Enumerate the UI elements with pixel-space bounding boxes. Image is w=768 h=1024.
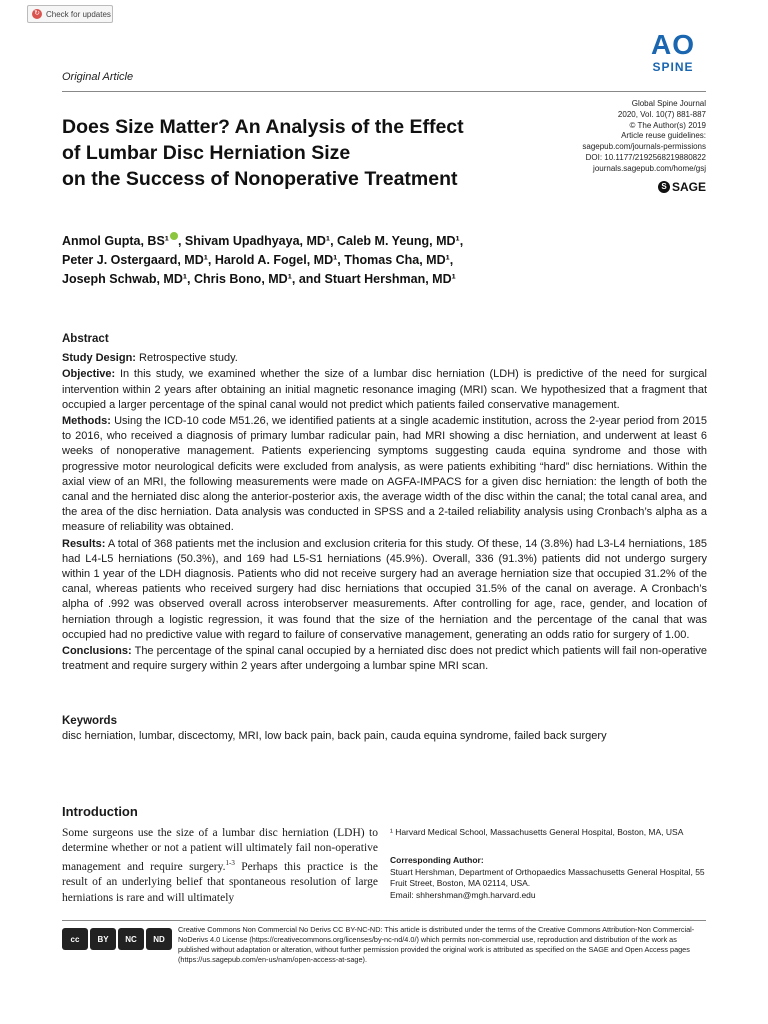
meta-journal: Global Spine Journal	[631, 99, 706, 108]
introduction-heading: Introduction	[62, 804, 138, 819]
title-line: on the Success of Nonoperative Treatment	[62, 168, 458, 190]
title-line: of Lumbar Disc Herniation Size	[62, 142, 351, 164]
corresponding-heading: Corresponding Author:	[390, 855, 484, 865]
keywords-text: disc herniation, lumbar, discectomy, MRI, low back pain, back pain, cauda equina syndrome, failed back surgery	[62, 730, 607, 742]
nd-icon: ND	[146, 928, 172, 950]
update-icon: ↻	[32, 9, 42, 19]
keywords	[62, 714, 707, 744]
corresponding-author	[390, 855, 706, 901]
abstract-objective: Objective: In this study, we examined whether the size of a lumbar disc herniation (LDH) is predictive of the need for surgical intervention within 2 years after obtaining an initial magnetic resonance imaging (MRI) scan. We hypothesized that a fragment that occupied a larger percentage of the spinal canal would not predict which patients failed conservative management.	[62, 368, 707, 411]
journal-logo	[640, 30, 706, 74]
title-line: Does Size Matter? An Analysis of the Effect	[62, 116, 464, 138]
meta-reuse: Article reuse guidelines:	[621, 131, 706, 141]
meta-volume: 2020, Vol. 10(7) 881-887	[617, 109, 706, 119]
license-text: Creative Commons Non Commercial No Derivs CC BY-NC-ND: This article is distributed under the terms of the Creative Commons Attribution-Non Commercial-NoDerivs 4.0 License (https://creativecommons.org/licenses/by-nc-nd/4.0/) which permits non-commercial use, reproduction and distribution of the work as published without adaptation or alteration, without further permission provided the original work is attributed as specified on the SAGE and Open Access pages (https://us.sagepub.com/en-us/nam/open-access-at-sage).	[178, 925, 695, 964]
author-list	[62, 232, 582, 289]
publisher-logo	[658, 180, 706, 194]
license-divider	[62, 920, 706, 921]
abstract-results: Results: A total of 368 patients met the inclusion and exclusion criteria for this study. Of these, 14 (3.8%) had L3-L4 herniations, 185 had L4-L5 herniations (50.3%), and 169 had L5-S1 herniations (45.9%). Overall, 336 (91.3%) patients did not undergo surgery within 1 year of the LDH diagnosis. Patients who did not receive surgery had an average herniation size that occupied 31.2% of the canal, whereas patients who received surgery had disc herniations that occupied 31.5% of the canal on average. A Cronbach’s alpha of .992 was observed overall across interobserver measurements. After controlling for age, race, gender, and location of herniation through a logistic regression, it was found that the size of the herniation and the percentage of the canal that was occupied had no predictive value with regard to failure of conservative management, generating an odds ratio for surgery of 1.00.	[62, 537, 707, 641]
author-line: Peter J. Ostergaard, MD¹, Harold A. Fogel, MD¹, Thomas Cha, MD¹,	[62, 253, 454, 268]
article-type: Original Article	[62, 71, 134, 83]
meta-doi[interactable]: DOI: 10.1177/2192568219880822	[585, 152, 706, 162]
abstract	[62, 332, 707, 675]
citation-ref[interactable]: 1-3	[225, 859, 235, 868]
logo-spine: SPINE	[652, 60, 694, 74]
check-for-updates-badge[interactable]	[27, 5, 113, 23]
author-line: , Shivam Upadhyaya, MD¹, Caleb M. Yeung, MD¹,	[177, 234, 464, 249]
publisher-name: SAGE	[671, 180, 706, 194]
author-line: Anmol Gupta, BS¹	[62, 234, 169, 249]
meta-copyright: © The Author(s) 2019	[629, 120, 706, 130]
header-divider	[62, 91, 706, 92]
meta-home-link[interactable]: journals.sagepub.com/home/gsj	[593, 163, 706, 173]
corresponding-text: Stuart Hershman, Department of Orthopaedics Massachusetts General Hospital, 55 Fruit Street, Boston, MA 02114, USA.	[390, 866, 705, 888]
corresponding-email[interactable]: Email: shhershman@mgh.harvard.edu	[390, 889, 536, 900]
cc-icon: cc	[62, 928, 88, 950]
abstract-conclusions: Conclusions: The percentage of the spinal canal occupied by a herniated disc does not predict which patients will fail non-operative treatment and require surgery within 2 years after undergoing a lumbar spine MRI scan.	[62, 645, 707, 673]
article-title	[62, 114, 542, 192]
badge-label: Check for updates	[46, 9, 111, 19]
sage-icon: S	[658, 181, 670, 193]
affiliation: ¹ Harvard Medical School, Massachusetts General Hospital, Boston, MA, USA	[390, 827, 684, 837]
abstract-heading: Abstract	[62, 333, 109, 345]
author-line: Joseph Schwab, MD¹, Chris Bono, MD¹, and Stuart Hershman, MD¹	[62, 272, 456, 287]
abstract-design: Study Design: Retrospective study.	[62, 352, 238, 365]
keywords-heading: Keywords	[62, 715, 117, 727]
logo-ao: AO	[651, 29, 695, 60]
by-icon: BY	[90, 928, 116, 950]
meta-permissions-link[interactable]: sagepub.com/journals-permissions	[582, 142, 706, 152]
cc-license-icons[interactable]	[62, 928, 174, 950]
abstract-methods: Methods: Using the ICD-10 code M51.26, we identified patients at a single academic institution, across the 2-year period from 2015 to 2016, who received a diagnosis of primary lumbar radicular pain, had MRI showing a disc herniation, and underwent at least 6 weeks of nonoperative management. Patients experiencing symptoms suggesting cauda equina syndrome and those with progressive motor neurological deficits were excluded from analysis, as were patients exhibiting “hard” disc herniations. Within the axial view of an MRI, the following measurements were made on AGFA-IMPACS for a given disc herniation: the length of both the canal and the herniated disc along the anterior-posterior axis, the average width of the disc within the canal; the total canal area, and the area of the disc herniation. Data analysis was conducted in SPSS and a 2-tailed reliability analysis using Cronbach’s alpha as a measure of reliability was obtained.	[62, 415, 707, 534]
introduction-text: Some surgeons use the size of a lumbar disc herniation (LDH) to determine whether or not a patient will ultimately fail non-operative management and require surgery.$^{1-3}$ Perhaps this practice is the result of an underlying belief that spontaneous resolution of large herniations is rare and will ultimately	[62, 827, 378, 904]
nc-icon: NC	[118, 928, 144, 950]
journal-meta	[582, 99, 706, 175]
orcid-icon[interactable]	[170, 232, 178, 240]
